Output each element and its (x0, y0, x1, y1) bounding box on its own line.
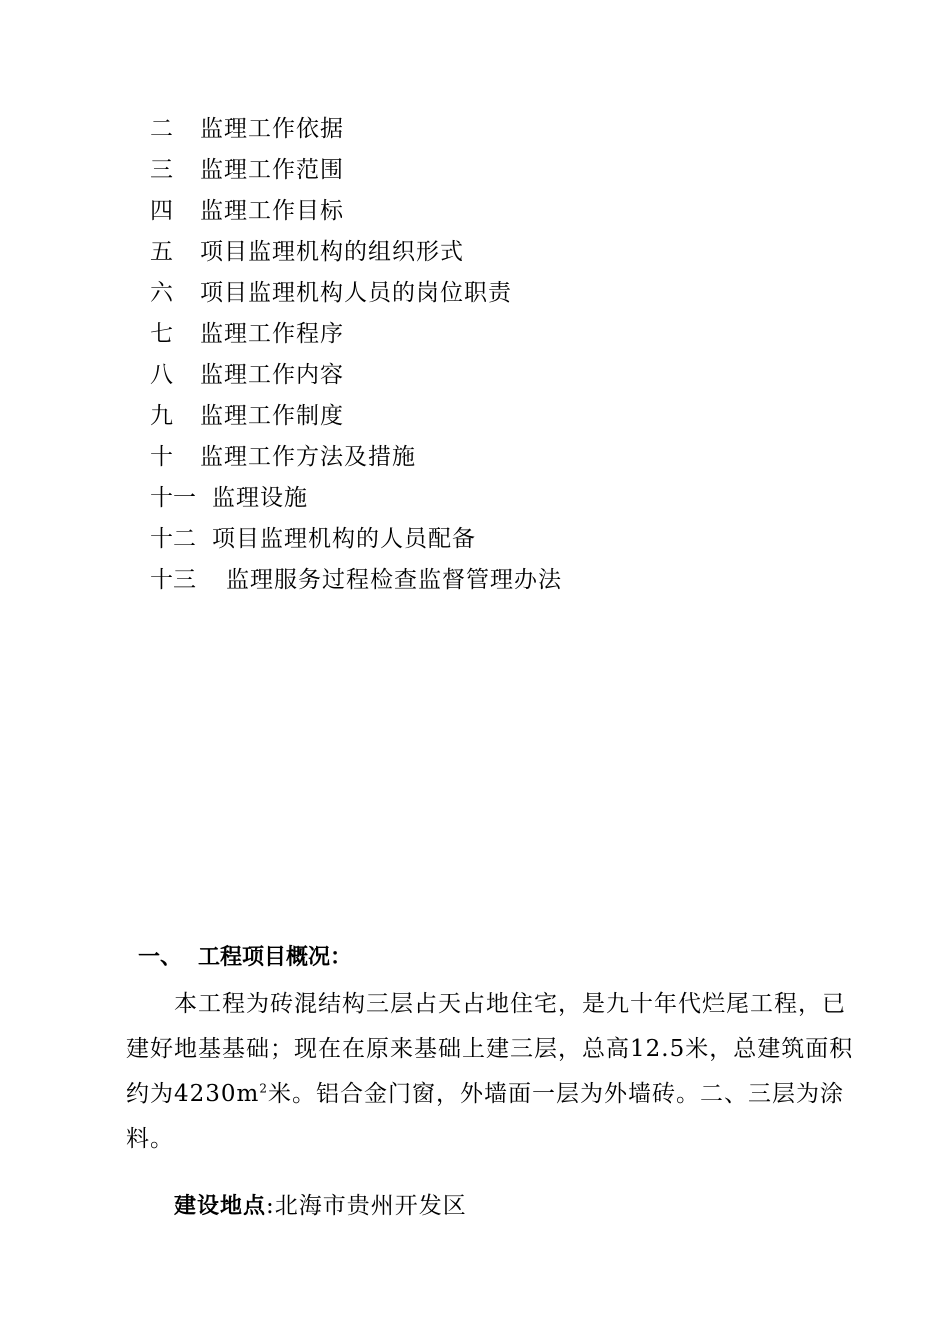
toc-item-number: 十二 (150, 526, 196, 552)
section-number: 一、 (138, 945, 183, 970)
area-unit-superscript: 2 (259, 1081, 268, 1096)
toc-item-title: 项目监理机构人员的岗位职责 (200, 280, 512, 306)
toc-item (150, 357, 850, 398)
toc-item-number: 八 (150, 362, 173, 388)
construction-location (174, 1188, 467, 1225)
toc-item-number: 六 (150, 280, 173, 306)
toc-item-number: 五 (150, 239, 173, 265)
toc-item-title: 监理设施 (212, 485, 308, 511)
toc-item-title: 项目监理机构的组织形式 (200, 239, 464, 265)
toc-item (150, 111, 850, 152)
paragraph-text-part2: 米。铝合金门窗，外墙面一层为外墙砖。二、三层为涂料。 (126, 1081, 844, 1152)
toc-item-title: 监理工作范围 (200, 157, 344, 183)
project-overview-paragraph (126, 982, 866, 1162)
location-value: 北海市贵州开发区 (274, 1193, 467, 1219)
toc-item (150, 521, 850, 562)
toc-item (150, 562, 850, 603)
toc-item (150, 398, 850, 439)
toc-item-number: 三 (150, 157, 173, 183)
section-heading (138, 940, 352, 976)
toc-item-title: 监理工作程序 (200, 321, 344, 347)
toc-item-title: 监理工作内容 (200, 362, 344, 388)
toc-item (150, 480, 850, 521)
toc-item-title: 监理工作依据 (200, 116, 344, 142)
toc-item (150, 439, 850, 480)
toc-item (150, 234, 850, 275)
toc-item-number: 十一 (150, 485, 196, 511)
toc-item-title: 监理工作方法及措施 (200, 444, 416, 470)
location-separator: : (266, 1193, 275, 1219)
toc-item (150, 193, 850, 234)
paragraph-text-part1: 本工程为砖混结构三层占天占地住宅，是九十年代烂尾工程，已建好地基基础；现在在原来基础上建三层，总高12.5米，总建筑面积约为4230m (126, 991, 854, 1107)
toc-item-number: 九 (150, 403, 173, 429)
toc-item (150, 152, 850, 193)
section-title: 工程项目概况： (198, 945, 353, 970)
toc-item-title: 监理服务过程检查监督管理办法 (226, 567, 562, 593)
toc-item-title: 监理工作制度 (200, 403, 344, 429)
toc-item-number: 十三 (150, 567, 196, 593)
toc-item (150, 316, 850, 357)
toc-item (150, 275, 850, 316)
toc-item-number: 二 (150, 116, 173, 142)
toc-item-number: 七 (150, 321, 173, 347)
toc-item-number: 四 (150, 198, 173, 224)
toc-item-title: 项目监理机构的人员配备 (212, 526, 476, 552)
location-label: 建设地点 (174, 1194, 267, 1219)
toc-item-number: 十 (150, 444, 173, 470)
toc-item-title: 监理工作目标 (200, 198, 344, 224)
table-of-contents (150, 111, 850, 603)
